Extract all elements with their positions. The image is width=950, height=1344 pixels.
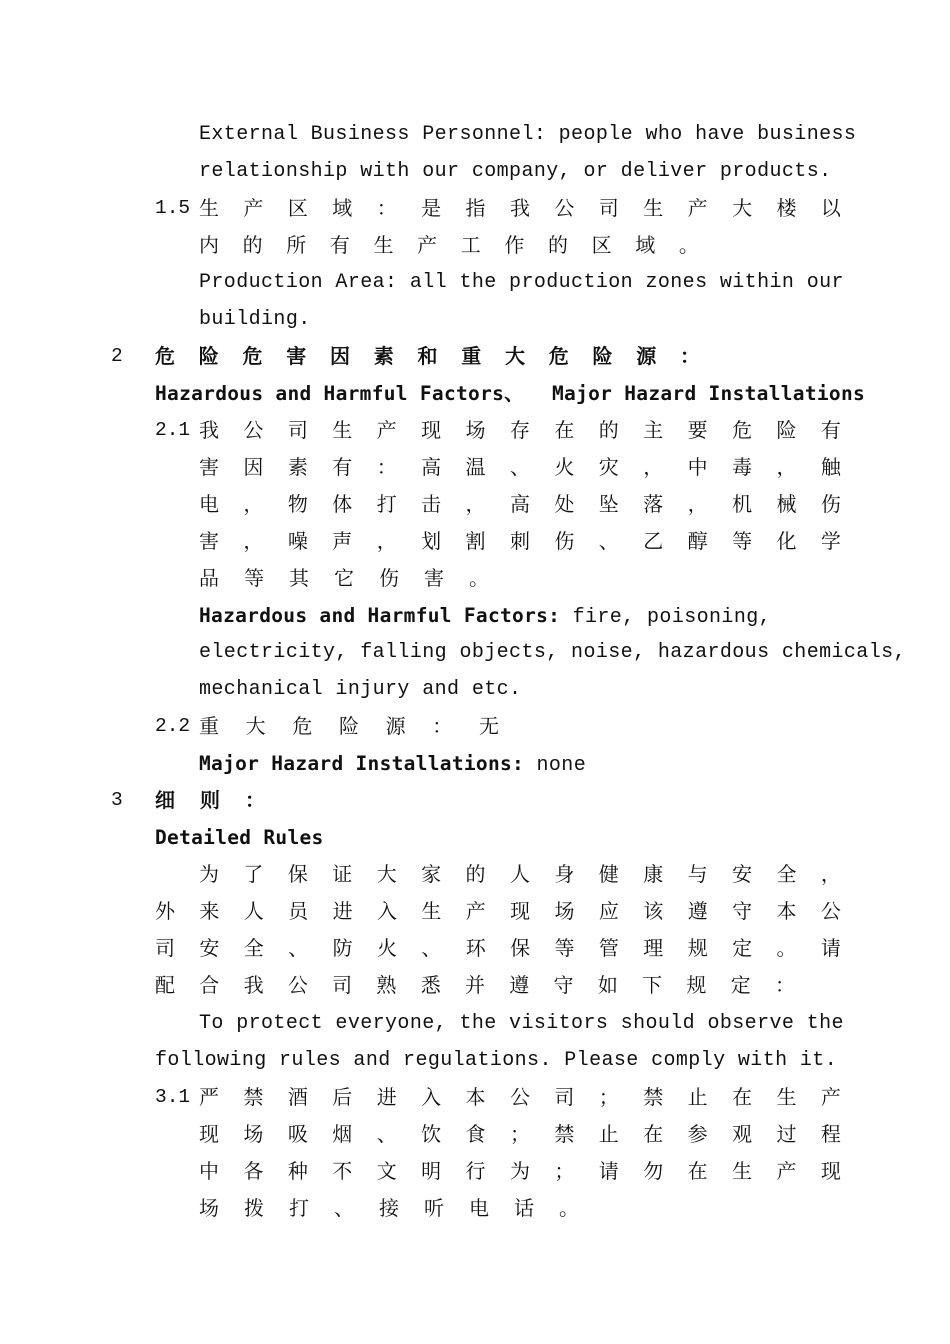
cjk-char: 在 (732, 1085, 753, 1109)
cjk-char: 进 (332, 899, 353, 923)
cjk-char: 人 (243, 899, 264, 923)
cjk-char: 熟 (376, 973, 397, 997)
cjk-char: 与 (687, 862, 708, 886)
cjk-char: ： (680, 344, 700, 368)
cjk-char: 、 (421, 936, 442, 960)
cjk-char: 品 (199, 566, 219, 590)
cjk-char: 伤 (820, 492, 841, 516)
cjk-char: 烟 (332, 1122, 353, 1146)
cjk-char: ， (687, 492, 708, 516)
cjk-char: 生 (332, 418, 353, 442)
cjk-char: 进 (376, 1085, 397, 1109)
cjk-char: 、 (334, 1196, 354, 1220)
cjk-char: 重 (461, 344, 482, 368)
cjk-char: ； (554, 1159, 575, 1183)
cjk-char: 生 (643, 196, 664, 220)
cjk-char: 保 (287, 862, 308, 886)
cjk-char: 无 (478, 714, 499, 738)
cjk-char: ： (432, 714, 453, 738)
cjk-char: ， (376, 529, 397, 553)
cjk-char: 明 (421, 1159, 442, 1183)
cjk-char: 化 (776, 529, 797, 553)
label-value: none (524, 754, 587, 777)
cjk-char: 机 (732, 492, 753, 516)
cjk-char: 种 (287, 1159, 308, 1183)
cjk-char: 电 (199, 492, 219, 516)
cjk-char: 。 (469, 566, 489, 590)
cjk-char: 守 (732, 899, 753, 923)
cjk-char: 文 (376, 1159, 397, 1183)
cjk-char: 请 (820, 936, 841, 960)
section-heading (155, 782, 265, 819)
cjk-char: 司 (554, 1085, 575, 1109)
cjk-char: 因 (330, 344, 350, 368)
cjk-char: 参 (687, 1122, 708, 1146)
cjk-char: 入 (421, 1085, 442, 1109)
cjk-char: 听 (424, 1196, 444, 1220)
cjk-char: 悉 (420, 973, 441, 997)
cjk-char: 在 (643, 1122, 664, 1146)
cjk-char: 伤 (379, 566, 399, 590)
cjk-char: 入 (376, 899, 397, 923)
cjk-char: 险 (338, 714, 359, 738)
cjk-char: 了 (243, 862, 264, 886)
cjk-char: ； (509, 1122, 530, 1146)
cjk-char: 险 (776, 418, 797, 442)
cjk-char: 害 (199, 455, 219, 479)
cjk-char: 产 (820, 1085, 841, 1109)
section-number: 2.1 (155, 419, 191, 441)
cjk-char: 合 (199, 973, 220, 997)
cjk-char: 械 (776, 492, 797, 516)
cjk-char: 产 (465, 899, 486, 923)
cjk-char: 家 (421, 862, 442, 886)
cjk-char: 在 (687, 1159, 708, 1183)
cjk-char: 作 (504, 233, 525, 257)
cjk-char: 全 (243, 936, 264, 960)
cjk-char: 勿 (643, 1159, 664, 1183)
cjk-char: ， (776, 455, 797, 479)
cjk-char: 本 (776, 899, 797, 923)
cjk-line (199, 412, 841, 449)
cjk-char: 并 (464, 973, 485, 997)
cjk-line (199, 708, 499, 745)
section-heading-en: Major Hazard Installations (552, 382, 866, 405)
cjk-char: 外 (155, 899, 175, 923)
cjk-char: 声 (332, 529, 353, 553)
cjk-char: 止 (598, 1122, 619, 1146)
cjk-char: 其 (289, 566, 309, 590)
cjk-char: 和 (417, 344, 438, 368)
cjk-char: 现 (199, 1122, 219, 1146)
cjk-char: 工 (460, 233, 481, 257)
cjk-line (155, 930, 841, 967)
cjk-line (199, 190, 841, 227)
cjk-char: 打 (289, 1196, 309, 1220)
text-line: building. (199, 308, 311, 331)
cjk-char: 域 (635, 233, 656, 257)
cjk-char: 存 (509, 418, 530, 442)
cjk-char: 有 (329, 233, 350, 257)
cjk-char: 司 (155, 936, 175, 960)
cjk-line (199, 227, 699, 264)
cjk-char: 食 (465, 1122, 486, 1146)
cjk-char: 程 (820, 1122, 841, 1146)
cjk-char: 坠 (598, 492, 619, 516)
cjk-char: 拨 (244, 1196, 264, 1220)
section-heading (155, 338, 700, 375)
cjk-char: 生 (776, 1085, 797, 1109)
cjk-char: 产 (687, 196, 708, 220)
cjk-char: 害 (199, 529, 219, 553)
cjk-char: 是 (421, 196, 442, 220)
text-line: relationship with our company, or deliver products. (199, 160, 832, 183)
cjk-char: 员 (288, 899, 309, 923)
cjk-char: 过 (776, 1122, 797, 1146)
text-line: To protect everyone, the visitors should observe the (199, 1012, 844, 1035)
cjk-char: 安 (199, 936, 220, 960)
cjk-char: 如 (597, 973, 618, 997)
cjk-char: 禁 (643, 1085, 664, 1109)
cjk-char: 在 (554, 418, 575, 442)
cjk-char: 为 (199, 862, 219, 886)
cjk-char: 伤 (554, 529, 575, 553)
cjk-char: 乙 (643, 529, 664, 553)
cjk-char: 后 (332, 1085, 353, 1109)
cjk-char: 禁 (554, 1122, 575, 1146)
cjk-char: 生 (732, 1159, 753, 1183)
cjk-char: 击 (421, 492, 442, 516)
cjk-line (199, 560, 489, 597)
cjk-char: 司 (287, 418, 308, 442)
cjk-char: 身 (554, 862, 575, 886)
cjk-char: 体 (332, 492, 353, 516)
cjk-char: 域 (332, 196, 353, 220)
cjk-char: 处 (554, 492, 575, 516)
cjk-char: 细 (155, 788, 175, 812)
cjk-char: 健 (598, 862, 619, 886)
cjk-char: 饮 (421, 1122, 442, 1146)
cjk-char: 素 (287, 455, 308, 479)
cjk-char: 全 (776, 862, 797, 886)
cjk-line (199, 523, 841, 560)
cjk-char: 毒 (732, 455, 753, 479)
cjk-char: 的 (548, 233, 568, 257)
cjk-char: 因 (243, 455, 264, 479)
cjk-char: 环 (465, 936, 486, 960)
cjk-char: 公 (820, 899, 841, 923)
cjk-char: 中 (199, 1159, 219, 1183)
cjk-char: 本 (465, 1085, 486, 1109)
cjk-char: 划 (421, 529, 442, 553)
cjk-char: 康 (643, 862, 664, 886)
cjk-char: 生 (373, 233, 394, 257)
cjk-char: 则 (200, 788, 220, 812)
cjk-char: 产 (417, 233, 438, 257)
text-line: electricity, falling objects, noise, hazardous chemicals, (199, 641, 906, 664)
cjk-char: 应 (598, 899, 619, 923)
section-number: 1.5 (155, 197, 191, 219)
cjk-char: 接 (379, 1196, 399, 1220)
cjk-char: 严 (199, 1085, 219, 1109)
cjk-char: 险 (592, 344, 613, 368)
cjk-char: 大 (245, 714, 266, 738)
cjk-line (199, 449, 841, 486)
cjk-char: 现 (510, 899, 531, 923)
cjk-char: 火 (554, 455, 575, 479)
cjk-char: ： (245, 788, 265, 812)
cjk-char: 危 (732, 418, 753, 442)
cjk-char: 场 (199, 1196, 219, 1220)
cjk-char: 生 (199, 196, 219, 220)
cjk-char: 遵 (509, 973, 530, 997)
cjk-char: 学 (820, 529, 841, 553)
cjk-char: 不 (332, 1159, 353, 1183)
cjk-char: 管 (598, 936, 619, 960)
cjk-char: 司 (598, 196, 619, 220)
cjk-char: 公 (243, 418, 264, 442)
section-number: 2 (111, 345, 123, 367)
cjk-char: 止 (687, 1085, 708, 1109)
cjk-char: 区 (591, 233, 612, 257)
cjk-char: 为 (509, 1159, 530, 1183)
cjk-char: 人 (509, 862, 530, 886)
cjk-char: 下 (642, 973, 663, 997)
cjk-char: 产 (776, 1159, 797, 1183)
section-number: 3.1 (155, 1086, 191, 1108)
cjk-char: 我 (509, 196, 530, 220)
cjk-char: 请 (598, 1159, 619, 1183)
cjk-char: ： (774, 973, 795, 997)
text-line: External Business Personnel: people who have business (199, 123, 857, 146)
text-line: Production Area: all the production zones within our (199, 271, 844, 294)
cjk-char: 刺 (509, 529, 530, 553)
text-line: following rules and regulations. Please comply with it. (155, 1049, 838, 1072)
cjk-char: 防 (332, 936, 353, 960)
cjk-char: 观 (732, 1122, 753, 1146)
cjk-char: ： (376, 455, 397, 479)
text-line (199, 745, 586, 782)
cjk-line (199, 1190, 579, 1227)
cjk-char: 司 (332, 973, 353, 997)
section-heading-en: Hazardous and Harmful Factors、 (155, 382, 524, 405)
bold-label: Major Hazard Installations: (199, 752, 525, 775)
cjk-char: 指 (465, 196, 486, 220)
cjk-char: 物 (287, 492, 308, 516)
bold-label: Hazardous and Harmful Factors: (199, 604, 561, 627)
cjk-char: 禁 (243, 1085, 264, 1109)
cjk-char: 触 (820, 455, 841, 479)
cjk-char: 火 (376, 936, 397, 960)
section-heading-en: Detailed Rules (155, 826, 324, 849)
text-line: mechanical injury and etc. (199, 678, 522, 701)
text-line (199, 597, 771, 634)
cjk-char: 以 (820, 196, 841, 220)
cjk-char: 的 (465, 862, 486, 886)
cjk-char: 行 (465, 1159, 486, 1183)
cjk-char: 内 (199, 233, 219, 257)
cjk-char: 害 (424, 566, 444, 590)
cjk-line (199, 1079, 841, 1116)
cjk-char: ， (243, 529, 264, 553)
cjk-char: 遵 (687, 899, 708, 923)
cjk-char: 、 (376, 1122, 397, 1146)
cjk-char: 现 (421, 418, 442, 442)
cjk-char: 、 (598, 529, 619, 553)
section-number: 2.2 (155, 715, 191, 737)
cjk-char: 。 (559, 1196, 579, 1220)
cjk-char: 等 (554, 936, 575, 960)
cjk-char: 等 (244, 566, 264, 590)
cjk-char: ， (643, 455, 664, 479)
cjk-char: 高 (509, 492, 530, 516)
cjk-char: 源 (385, 714, 406, 738)
cjk-char: 危 (292, 714, 313, 738)
cjk-char: 守 (553, 973, 574, 997)
cjk-char: 所 (286, 233, 307, 257)
cjk-char: 。 (678, 233, 699, 257)
cjk-char: 。 (776, 936, 797, 960)
section-number: 3 (111, 789, 123, 811)
cjk-char: 电 (469, 1196, 489, 1220)
cjk-char: 、 (509, 455, 530, 479)
cjk-char: 中 (687, 455, 708, 479)
cjk-line (199, 1116, 841, 1153)
cjk-char: ， (243, 492, 264, 516)
cjk-char: 它 (334, 566, 354, 590)
cjk-char: 大 (505, 344, 525, 368)
cjk-line (155, 967, 795, 1004)
cjk-char: 场 (243, 1122, 264, 1146)
cjk-char: ， (465, 492, 486, 516)
cjk-char: 各 (243, 1159, 264, 1183)
cjk-char: ， (820, 862, 841, 886)
cjk-char: 配 (155, 973, 175, 997)
cjk-char: 话 (514, 1196, 534, 1220)
cjk-char: 现 (820, 1159, 841, 1183)
cjk-char: 落 (643, 492, 664, 516)
cjk-char: 危 (155, 344, 175, 368)
cjk-char: 重 (199, 714, 219, 738)
cjk-char: 大 (376, 862, 397, 886)
cjk-char: 吸 (287, 1122, 308, 1146)
cjk-char: 主 (643, 418, 664, 442)
label-value: fire, poisoning, (560, 606, 772, 629)
cjk-char: 规 (686, 973, 707, 997)
cjk-char: 高 (421, 455, 442, 479)
cjk-char: 区 (287, 196, 308, 220)
cjk-char: 保 (510, 936, 531, 960)
cjk-char: 场 (465, 418, 486, 442)
cjk-char: 公 (509, 1085, 530, 1109)
cjk-char: 规 (687, 936, 708, 960)
cjk-char: 公 (554, 196, 575, 220)
cjk-line (199, 486, 841, 523)
cjk-char: 危 (242, 344, 263, 368)
cjk-char: 害 (286, 344, 307, 368)
cjk-char: 醇 (687, 529, 708, 553)
cjk-char: 源 (636, 344, 657, 368)
cjk-line (199, 856, 841, 893)
cjk-char: 定 (730, 973, 751, 997)
cjk-line (155, 893, 841, 930)
cjk-char: 定 (732, 936, 753, 960)
cjk-char: 我 (199, 418, 219, 442)
cjk-char: 险 (198, 344, 219, 368)
cjk-char: 割 (465, 529, 486, 553)
cjk-char: 大 (732, 196, 753, 220)
cjk-char: 安 (732, 862, 753, 886)
cjk-char: 要 (687, 418, 708, 442)
cjk-char: 的 (598, 418, 619, 442)
cjk-char: 噪 (287, 529, 308, 553)
cjk-char: 、 (288, 936, 309, 960)
cjk-char: 产 (243, 196, 264, 220)
cjk-char: 危 (548, 344, 569, 368)
cjk-char: 场 (554, 899, 575, 923)
cjk-char: 该 (643, 899, 664, 923)
cjk-char: 生 (421, 899, 442, 923)
cjk-char: 有 (332, 455, 353, 479)
cjk-char: ； (598, 1085, 619, 1109)
cjk-char: 酒 (287, 1085, 308, 1109)
cjk-char: 证 (332, 862, 353, 886)
cjk-char: 的 (242, 233, 263, 257)
cjk-char: 楼 (776, 196, 797, 220)
cjk-line (199, 1153, 841, 1190)
cjk-char: 产 (376, 418, 397, 442)
cjk-char: 灾 (598, 455, 619, 479)
cjk-char: 理 (643, 936, 664, 960)
cjk-char: 有 (820, 418, 841, 442)
cjk-char: 我 (243, 973, 264, 997)
cjk-char: 打 (376, 492, 397, 516)
cjk-char: 公 (287, 973, 308, 997)
cjk-char: 温 (465, 455, 486, 479)
cjk-char: 素 (373, 344, 394, 368)
cjk-char: 来 (199, 899, 220, 923)
cjk-char: ： (376, 196, 397, 220)
cjk-char: 等 (732, 529, 753, 553)
